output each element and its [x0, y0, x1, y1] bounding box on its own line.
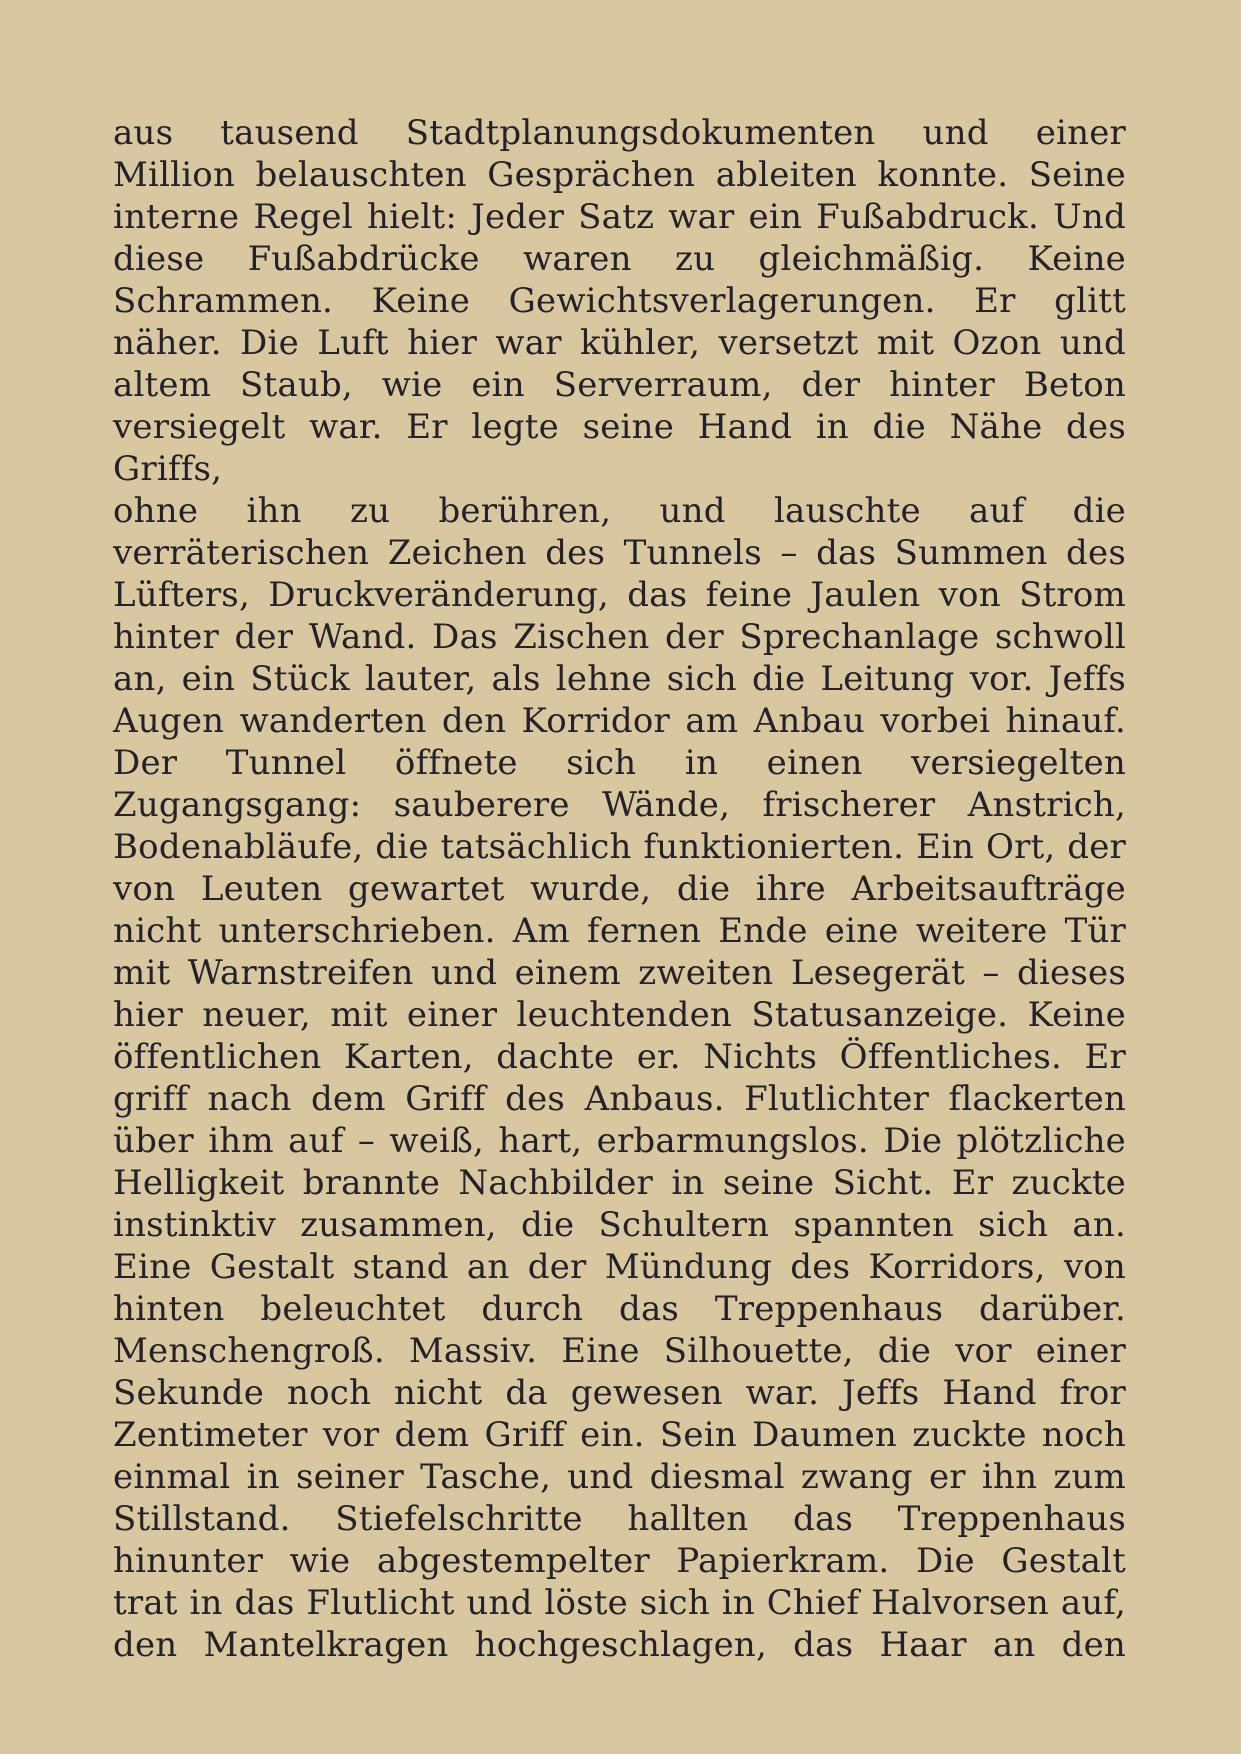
text-line: von Leuten gewartet wurde, die ihre Arbeitsaufträge	[113, 869, 1126, 909]
text-line: Million belauschten Gesprächen ableiten konnte. Seine	[113, 155, 1126, 195]
text-line: diese Fußabdrücke waren zu gleichmäßig. Keine	[113, 239, 1126, 279]
text-line: altem Staub, wie ein Serverraum, der hinter Beton	[113, 365, 1126, 405]
text-line: versiegelt war. Er legte seine Hand in die Nähe des Griffs,	[113, 407, 1126, 489]
text-line: instinktiv zusammen, die Schultern spannten sich an.	[113, 1205, 1126, 1245]
text-line: interne Regel hielt: Jeder Satz war ein Fußabdruck. Und	[113, 197, 1126, 237]
text-line: Eine Gestalt stand an der Mündung des Korridors, von	[113, 1247, 1126, 1287]
text-line: den Mantelkragen hochgeschlagen, das Haar an den	[113, 1625, 1126, 1665]
text-line: Schrammen. Keine Gewichtsverlagerungen. Er glitt	[113, 281, 1126, 321]
text-line: Augen wanderten den Korridor am Anbau vorbei hinauf.	[113, 701, 1126, 741]
text-line: ohne ihn zu berühren, und lauschte auf die	[113, 491, 1126, 531]
text-line: näher. Die Luft hier war kühler, versetzt mit Ozon und	[113, 323, 1126, 363]
text-line: einmal in seiner Tasche, und diesmal zwang er ihn zum	[113, 1457, 1126, 1497]
text-line: Zugangsgang: sauberere Wände, frischerer Anstrich,	[113, 785, 1126, 825]
text-line: Menschengroß. Massiv. Eine Silhouette, die vor einer	[113, 1331, 1126, 1371]
text-line: mit Warnstreifen und einem zweiten Lesegerät – dieses	[113, 953, 1126, 993]
text-line: hier neuer, mit einer leuchtenden Statusanzeige. Keine	[113, 995, 1126, 1035]
text-line: nicht unterschrieben. Am fernen Ende eine weitere Tür	[113, 911, 1126, 951]
text-line: trat in das Flutlicht und löste sich in Chief Halvorsen auf,	[113, 1583, 1126, 1623]
text-line: verräterischen Zeichen des Tunnels – das Summen des	[113, 533, 1126, 573]
text-line: Lüfters, Druckveränderung, das feine Jaulen von Strom	[113, 575, 1126, 615]
text-line: Zentimeter vor dem Griff ein. Sein Daumen zuckte noch	[113, 1415, 1126, 1455]
text-line: Bodenabläufe, die tatsächlich funktionierten. Ein Ort, der	[113, 827, 1126, 867]
text-line: öffentlichen Karten, dachte er. Nichts Öffentliches. Er	[113, 1037, 1126, 1077]
text-line: Sekunde noch nicht da gewesen war. Jeffs Hand fror	[113, 1373, 1126, 1413]
text-line: Helligkeit brannte Nachbilder in seine Sicht. Er zuckte	[113, 1163, 1126, 1203]
text-line: hinten beleuchtet durch das Treppenhaus darüber.	[113, 1289, 1126, 1329]
text-line: griff nach dem Griff des Anbaus. Flutlichter flackerten	[113, 1079, 1126, 1119]
text-line: Stillstand. Stiefelschritte hallten das Treppenhaus	[113, 1499, 1126, 1539]
text-line: aus tausend Stadtplanungsdokumenten und einer	[113, 113, 1126, 153]
text-line: Der Tunnel öffnete sich in einen versiegelten	[113, 743, 1126, 783]
text-line: hinter der Wand. Das Zischen der Sprechanlage schwoll	[113, 617, 1126, 657]
text-line: über ihm auf – weiß, hart, erbarmungslos. Die plötzliche	[113, 1121, 1126, 1161]
text-line: hinunter wie abgestempelter Papierkram. Die Gestalt	[113, 1541, 1126, 1581]
text-line: an, ein Stück lauter, als lehne sich die Leitung vor. Jeffs	[113, 659, 1126, 699]
